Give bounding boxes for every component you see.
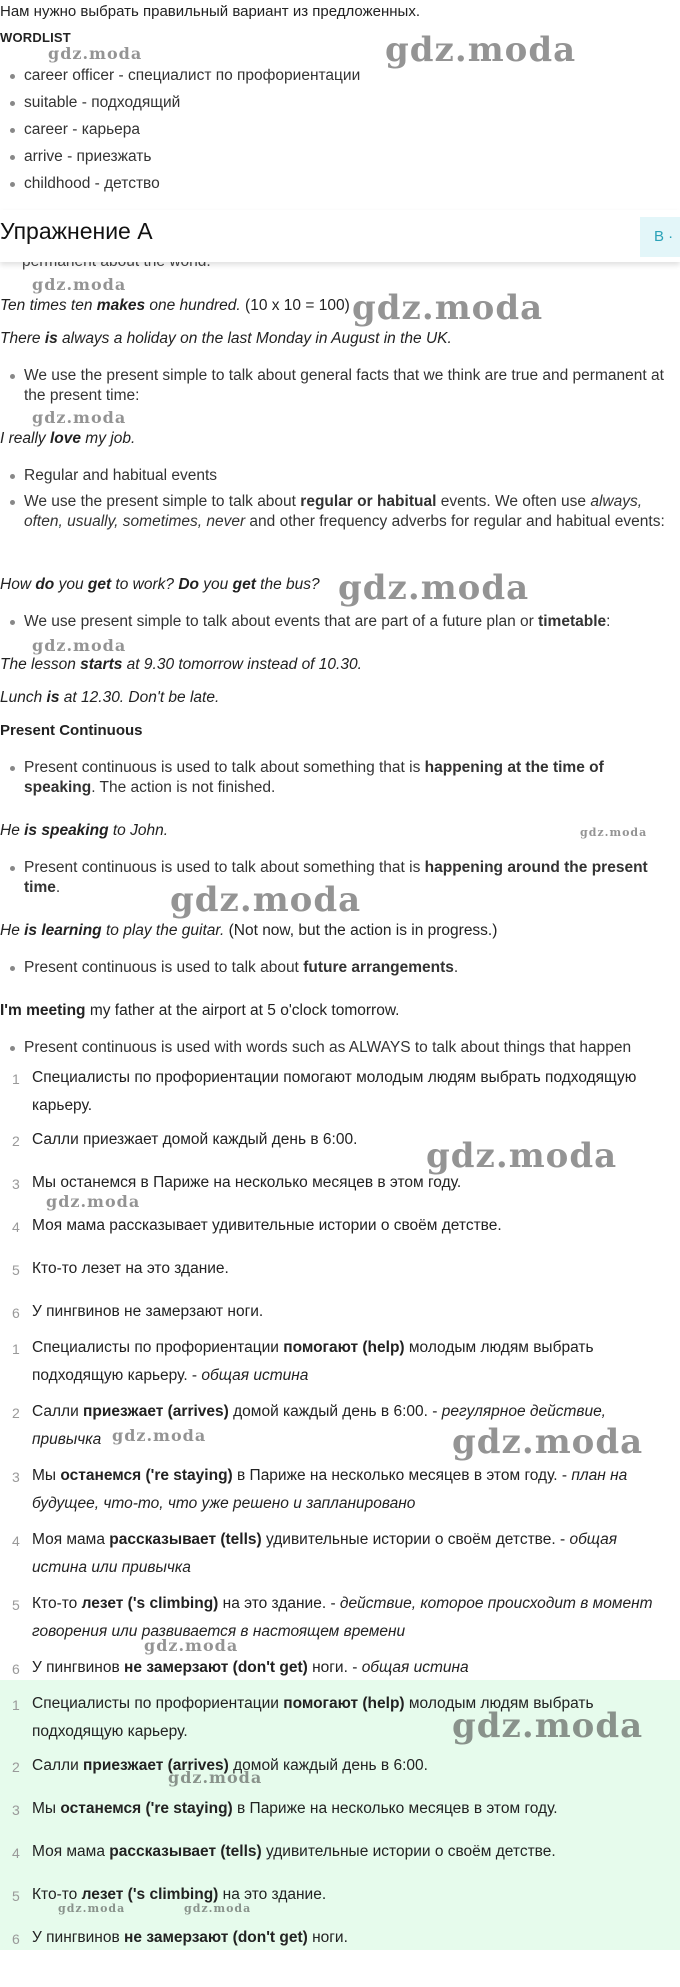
translation-item: Кто-то лезет на это здание. [32, 1260, 229, 1277]
wordlist-item: arrive - приезжать [0, 147, 680, 167]
watermark: gdz.moda [48, 44, 143, 63]
watermark: gdz.moda [170, 880, 362, 920]
answer-item: Кто-то лезет ('s climbing) на это здание. [32, 1886, 327, 1903]
wordlist-item: childhood - детство [0, 174, 680, 194]
theory-bullet: Present continuous is used to talk about future arrangements. [0, 958, 668, 978]
watermark: gdz.moda [338, 568, 530, 608]
theory-bullet: Regular and habitual events [0, 466, 668, 486]
watermark: gdz.moda [32, 636, 127, 655]
watermark: gdz.moda [32, 275, 127, 294]
watermark: gdz.moda [385, 30, 577, 70]
explanation-item: Мы останемся ('re staying) в Париже на несколько месяцев в этом году. - план на будущее, что-то, что уже решено и запланировано [32, 1467, 628, 1512]
translation-item: Специалисты по профориентации помогают молодым людям выбрать подходящую карьеру. [32, 1069, 637, 1114]
wordlist [0, 66, 680, 194]
watermark: gdz.moda [168, 1768, 263, 1787]
theory-bullet: Present continuous is used with words such as ALWAYS to talk about things that happen [0, 1038, 668, 1058]
example-line: Lunch is at 12.30. Don't be late. [0, 689, 220, 706]
watermark: gdz.moda [580, 826, 648, 839]
example-line: He is learning to play the guitar. (Not now, but the action is in progress.) [0, 922, 498, 939]
watermark: gdz.moda [112, 1426, 207, 1445]
theory-bullet: Present continuous is used to talk about something that is happening around the present time. [0, 858, 668, 898]
example-line: I'm meeting my father at the airport at 5 o'clock tomorrow. [0, 1002, 400, 1019]
translation-item: Салли приезжает домой каждый день в 6:00. [32, 1131, 358, 1148]
watermark: gdz.moda [184, 1902, 252, 1915]
section-heading: Present Continuous [0, 722, 143, 739]
explanation-item: Салли приезжает (arrives) домой каждый день в 6:00. - регулярное действие, привычка [32, 1403, 606, 1448]
answer-item: Мы останемся ('re staying) в Париже на несколько месяцев в этом году. [32, 1800, 558, 1817]
example-line: The lesson starts at 9.30 tomorrow instead of 10.30. [0, 656, 362, 673]
explanation-item: Кто-то лезет ('s climbing) на это здание. - действие, которое происходит в момент говорения или развивается в настоящем времени [32, 1595, 653, 1640]
sticky-header [0, 210, 680, 262]
theory-bullet: We use present simple to talk about events that are part of a future plan or timetable: [0, 612, 668, 632]
wordlist-item: career officer - специалист по профориентации [0, 66, 680, 86]
explanation-item: Моя мама рассказывает (tells) удивительные истории о своём детстве. - общая истина или привычка [32, 1531, 618, 1576]
example-line: Ten times ten makes one hundred. (10 x 10 = 100) [0, 297, 350, 314]
watermark: gdz.moda [58, 1902, 126, 1915]
theory-bullet: We use the present simple to talk about regular or habitual events. We often use always, often, usually, sometimes, never and other frequency adverbs for regular and habitual events: [0, 492, 668, 532]
translation-item: Моя мама рассказывает удивительные истории о своём детстве. [32, 1217, 502, 1234]
theory-bullet: Present continuous is used to talk about something that is happening at the time of speaking. The action is not finished. [0, 758, 668, 798]
intro-text: Нам нужно выбрать правильный вариант из предложенных. [0, 3, 420, 20]
translation-item: Мы останемся в Париже на несколько месяцев в этом году. [32, 1174, 462, 1191]
answer-item: Салли приезжает (arrives) домой каждый день в 6:00. [32, 1757, 428, 1774]
answer-item: Специалисты по профориентации помогают (help) молодым людям выбрать подходящую карьеру. [32, 1695, 594, 1740]
watermark: gdz.moda [452, 1706, 644, 1746]
exercise-title: Упражнение A [0, 218, 153, 244]
page: Нам нужно выбрать правильный вариант из предложенных. WORDLIST career officer - специалист по профориентации suitable - подходящий career - карьера arrive - приезжать childhood - детство Упражнение A B · Ten times ten makes one hundred. (10 x 10 = 100) There is always a holiday on the last Monday in August in the UK. We use the present simple to talk about general facts that we think are true and permanent at the present time: I really love my job. Regular and habitual events We use the present simple to talk about regular or habitual events. We often use always, often, usually, sometimes, never and other frequency adverbs for regular and habitual events: How do you get to work? Do you get the bus? We use present simple to talk about events that are part of a future plan or timetable: The lesson starts at 9.30 tomorrow instead of 10.30. Lunch is at 12.30. Don't be late. Present Continuous Present continuous is used to talk about something that is happening at the time of speaking. The action is not finished. He is speaking to John. Present continuous is used to talk about something that is happening around the present time. He is learning to play the guitar. (Not now, but the action is in progress.) Present continuous is used to talk about future arrangements. I'm meeting my father at the airport at 5 o'clock tomorrow. Present continuous is used with words such as ALWAYS to talk about things that happen 1 Специалисты по профориентации помогают молодым людям выбрать подходящую карьеру. 2 Салли приезжает домой каждый день в 6:00. 3 Мы останемся в Париже на несколько месяцев в этом году. 4 Моя мама рассказывает удивительные истории о своём детстве. 5 Кто-то лезет на это здание. 6 У пингвинов не замерзают ноги. 1 Специалисты по профориентации помогают (help) молодым людям выбрать подходящую карьеру. - общая истина 2 Салли приезжает (arrives) домой каждый день в 6:00. - регулярное действие, привычка 3 Мы останемся ('re staying) в Париже на несколько месяцев в этом году. - план на будущее, что-то, что уже решено и запланировано 4 Моя мама рассказывает (tells) удивительные истории о своём детстве. - общая истина или привычка 5 Кто-то лезет ('s climbing) на это здание. - действие, которое происходит в момент говорения или развивается в настоящем времени 6 У пингвинов не замерзают (don't get) ноги. - общая истина 1 Специалисты по профориентации помогают (help) молодым людям выбрать подходящую карьеру. 2 Салли приезжает (arrives) домой каждый день в 6:00. 3 Мы останемся ('re staying) в Париже на несколько месяцев в этом году. 4 Моя мама рассказывает (tells) удивительные истории о своём детстве. 5 Кто-то лезет ('s climbing) на это здание. 6 У пингвинов не замерзают (don't get) ноги. gdz.moda gdz.moda gdz.moda gdz.moda gdz.moda gdz.moda gdz.moda gdz.moda gdz.moda gdz.moda gdz.moda gdz.moda gdz.moda gdz.moda gdz.moda gdz.moda gdz.moda gdz.moda [0, 0, 680, 1987]
watermark: gdz.moda [352, 288, 544, 328]
wordlist-item: career - карьера [0, 120, 680, 140]
explanation-item: Специалисты по профориентации помогают (help) молодым людям выбрать подходящую карьеру. - общая истина [32, 1339, 594, 1384]
watermark: gdz.moda [32, 408, 127, 427]
watermark: gdz.moda [452, 1422, 644, 1462]
explanation-item: У пингвинов не замерзают (don't get) ноги. - общая истина [32, 1659, 469, 1676]
theory-bullet: We use the present simple to talk about general facts that we think are true and permanent at the present time: [0, 366, 668, 406]
answer-item: Моя мама рассказывает (tells) удивительные истории о своём детстве. [32, 1843, 556, 1860]
watermark: gdz.moda [144, 1636, 239, 1655]
watermark: gdz.moda [426, 1136, 618, 1176]
wordlist-item: suitable - подходящий [0, 93, 680, 113]
example-line: I really love my job. [0, 430, 136, 447]
example-line: How do you get to work? Do you get the bus? [0, 576, 320, 593]
example-line: There is always a holiday on the last Monday in August in the UK. [0, 330, 452, 347]
wordlist-title: WORDLIST [0, 30, 71, 45]
answer-item: У пингвинов не замерзают (don't get) ноги. [32, 1929, 348, 1946]
translation-item: У пингвинов не замерзают ноги. [32, 1303, 264, 1320]
next-exercise-button[interactable]: B · [640, 217, 680, 257]
watermark: gdz.moda [46, 1192, 141, 1211]
example-line: He is speaking to John. [0, 822, 169, 839]
